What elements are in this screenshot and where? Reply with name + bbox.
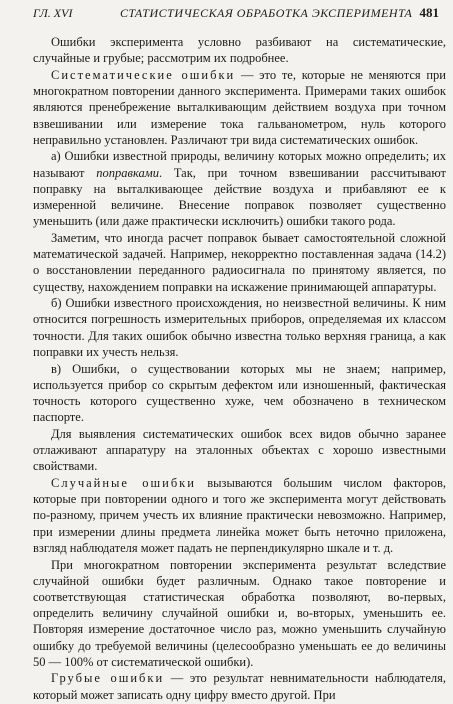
paragraph-systematic [33,67,446,148]
paragraph-correction-note: Заметим, что иногда расчет поправок бывает самостоятельной сложной математической задачей. Например, некорректно поставленная задача (14.2) о восстановлении переданного радиосигнала по принятому является, по существу, нахождением поправки на искажение принимающей аппаратуры. [33,230,446,294]
paragraph-detection: Для выявления систематических ошибок всех видов обычно заранее отлаживают аппаратуру на эталонных объектах с хорошо известными свойствами. [33,426,446,474]
paragraph-random [33,475,446,556]
paragraph-text: а) Ошибки известной природы, величину которых можно определить; их называют [33,149,446,180]
page-body [33,34,446,703]
chapter-title: СТАТИСТИЧЕСКАЯ ОБРАБОТКА ЭКСПЕРИМЕНТА [120,6,413,20]
paragraph-text: вызываются большим числом факторов, которые при повторении одного и того же эксперимента могут действовать по-разному, причем учесть их влияние практически невозможно. Например, при измерении длины предмета линейка может быть неточно приложена, взгляд наблюдателя может падать не перпендикулярно шкале и т. д. [33,475,446,555]
paragraph-text: — это те, которые не меняются при многократном повторении данного эксперимента. Примерами таких ошибок являются пренебрежение выталкивающим действием воздуха при точном взвешивании или измерение тока гальванометром, нуль которого неправильно установлен. Различают три вида систематических ошибок. [33,67,446,147]
term-random-errors: Случайные ошибки [51,475,196,490]
term-systematic-errors: Систематические ошибки [51,67,236,82]
running-header [33,4,439,22]
paragraph-known-origin: б) Ошибки известного происхождения, но неизвестной величины. К ним относится погрешность измерительных приборов, определяемая их классом точности. Для таких ошибок обычно известна только верхняя граница, а как поправки их учесть нельзя. [33,296,446,359]
paragraph-intro: Ошибки эксперимента условно разбивают на систематические, случайные и грубые; рассмотрим их подробнее. [33,35,446,66]
paragraph-text: — это результат невнимательности наблюдателя, который может записать одну цифру вместо другой. При [33,671,446,702]
paragraph-repetition: При многократном повторении эксперимента результат вследствие случайной ошибки будет различным. Однако такое повторение и соответствующая статистическая обработка позволяют, во-первых, определить величину случайной ошибки и, во-вторых, уменьшить ее. Повторяя измерение достаточное число раз, можно уменьшить случайную ошибку до требуемой величины (целесообразно уменьшать ее до величины 50 — 100% от систематической ошибки). [33,557,446,669]
chapter-label: ГЛ. XVI [33,6,73,20]
paragraph-text: . Так, при точном взвешивании рассчитывают поправку на выталкивающее действие воздуха и прибавляют ее к измеренной величине. Внесение поправок позволяет существенно уменьшить (или даже практически исключить) ошибки такого рода. [33,165,446,229]
page-number: 481 [419,5,439,20]
paragraph-gross [33,670,446,702]
paragraph-corrections [33,148,446,229]
paragraph-unknown-errors: в) Ошибки, о существовании которых мы не знаем; например, используется прибор со скрытым дефектом или изношенный, фактическая точность которого существенно хуже, чем обозначено в техническом паспорте. [33,361,446,425]
term-corrections: поправками [96,165,159,180]
term-gross-errors: Грубые ошибки [51,671,165,686]
